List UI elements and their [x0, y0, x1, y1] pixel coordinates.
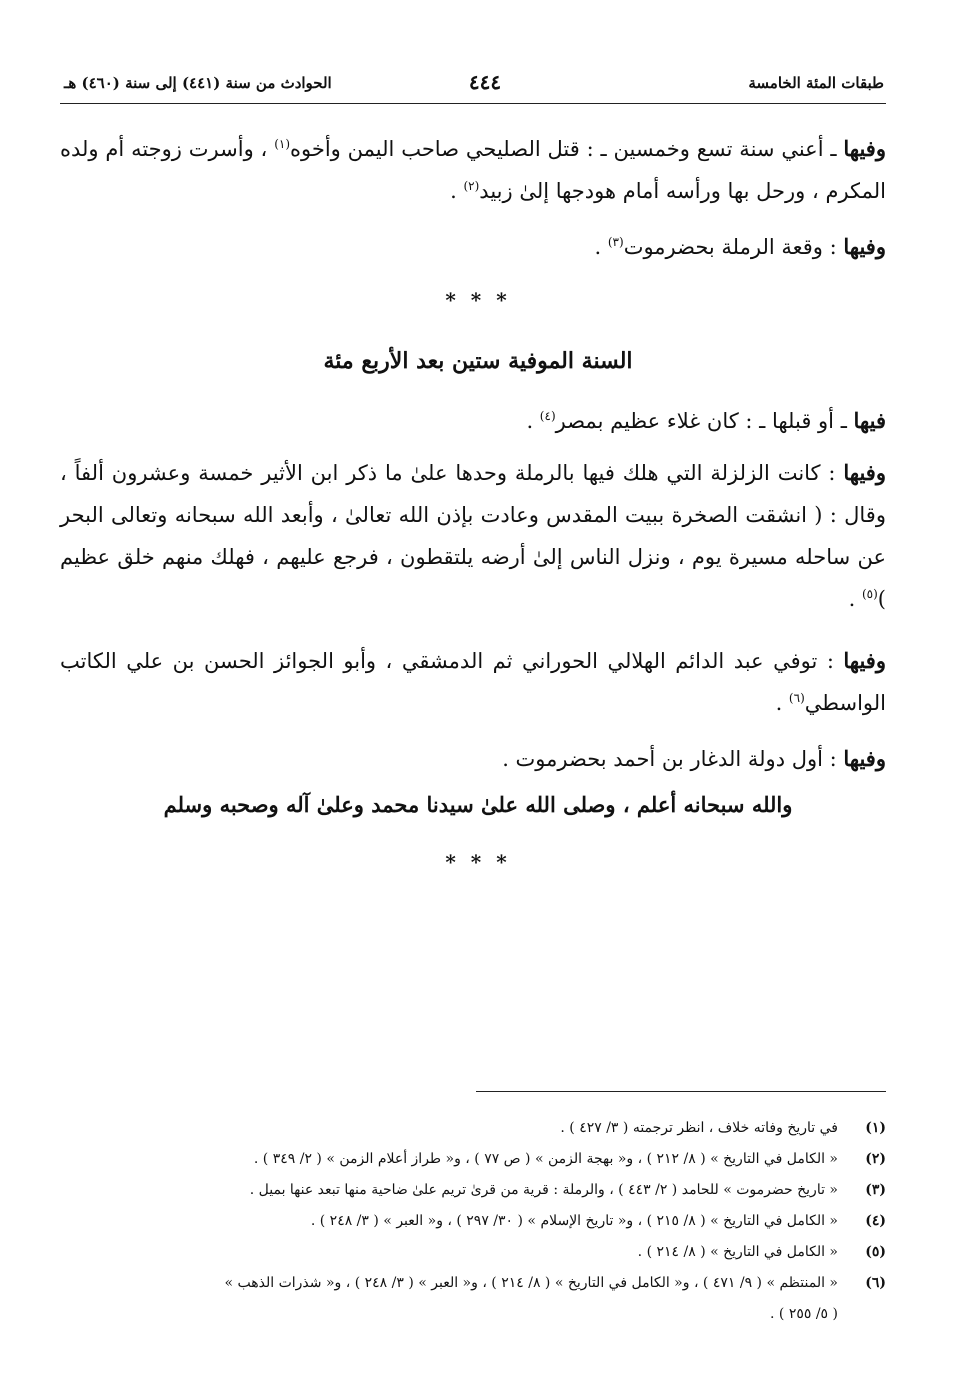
footnotes [60, 1113, 886, 1330]
paragraph-text: ، وأسرت زوجته أم ولده المكرم ، ورحل بها ورأسه أمام هودجها إلىٰ زبيد [60, 137, 886, 203]
paragraph-text: . [526, 409, 540, 433]
footnote-number: (٥) [865, 1244, 886, 1260]
footnote-4 [60, 1206, 886, 1237]
running-header-book-title: طبقات المئة الخامسة [748, 74, 884, 92]
paragraph-text: : كانت الزلزلة التي هلك فيها بالرملة وحدها علىٰ ما ذكر ابن الأثير خمسة وعشرون ألفاً ، وقال : ( انشقت الصخرة ببيت المقدس وعادت بإذن الله تعالىٰ ، وأبعد الله سبحانه وتعالى البحر عن ساحله مسيرة يوم ، ونزل الناس إلىٰ أرضه يلتقطون ، فرجع عليهم ، فهلك منهم خلق عظيم ) [60, 461, 886, 611]
year-paragraph-3 [60, 640, 886, 724]
paragraph-label: وفيها [843, 746, 886, 771]
footnote-ref-1[interactable]: (١) [274, 137, 291, 151]
footnote-6-continuation: ( ٥/ ٢٥٥ ) . [770, 1306, 838, 1322]
paragraph-label: وفيها [843, 234, 886, 259]
header-rule [60, 103, 886, 104]
paragraph-2 [60, 226, 886, 268]
footnote-rule [476, 1091, 886, 1092]
paragraph-label: وفيها [843, 136, 886, 161]
paragraph-text: . [594, 235, 608, 259]
section-separator: * * * [445, 288, 511, 312]
footnote-ref-2[interactable]: (٢) [463, 179, 480, 193]
year-heading: السنة الموفية ستين بعد الأربع مئة [323, 348, 633, 374]
paragraph-text: . [450, 179, 464, 203]
footnote-5 [60, 1237, 886, 1268]
paragraph-text: : أول دولة الدغار بن أحمد بحضرموت . [502, 747, 844, 771]
year-paragraph-1 [60, 400, 886, 442]
paragraph-label: فيها [853, 408, 886, 433]
footnote-text: « الكامل في التاريخ » ( ٨/ ٢١٥ ) ، و« تاريخ الإسلام » ( ٣٠/ ٢٩٧ ) ، و« العبر » ( ٣/ ٢٤٨ ) . [310, 1213, 838, 1229]
footnote-6 [60, 1268, 886, 1299]
paragraph-text: : توفي عبد الدائم الهلالي الحوراني ثم الدمشقي ، وأبو الجوائز الحسن بن علي الكاتب الواسطي [60, 649, 886, 715]
paragraph-text: ـ أو قبلها ـ : كان غلاء عظيم بمصر [555, 409, 854, 433]
page-number: ٤٤٤ [468, 70, 502, 94]
footnote-ref-3[interactable]: (٣) [607, 235, 624, 249]
paragraph-text: : وقعة الرملة بحضرموت [623, 235, 844, 259]
footnote-text: في تاريخ وفاته خلاف ، انظر ترجمته ( ٣/ ٤٢٧ ) . [560, 1120, 838, 1136]
footnote-ref-5[interactable]: (٥) [861, 587, 878, 601]
year-paragraph-4 [60, 738, 886, 780]
year-paragraph-2 [60, 452, 886, 620]
paragraph-label: وفيها [843, 460, 886, 485]
closing-prayer: والله سبحانه أعلم ، وصلى الله علىٰ سيدنا محمد وعلىٰ آله وصحبه وسلم [163, 792, 793, 817]
footnote-text: « تاريخ حضرموت » للحامد ( ٢/ ٤٤٣ ) ، والرملة : قرية من قرىٰ تريم علىٰ ضاحية منها تبعد عنها بميل . [249, 1182, 838, 1198]
paragraph-label: وفيها [843, 648, 886, 673]
footnote-number: (٢) [865, 1151, 886, 1167]
footnote-2 [60, 1144, 886, 1175]
footnote-number: (٣) [865, 1182, 886, 1198]
footnote-number: (١) [865, 1120, 886, 1136]
paragraph-text: ـ أعني سنة تسع وخمسين ـ : قتل الصليحي صاحب اليمن وأخوه [290, 137, 844, 161]
footnote-number: (٤) [865, 1213, 886, 1229]
footnote-3 [60, 1175, 886, 1206]
paragraph-text: . [775, 691, 789, 715]
footnote-text: « المنتظم » ( ٩/ ٤٧١ ) ، و« الكامل في التاريخ » ( ٨/ ٢١٤ ) ، و« العبر » ( ٣/ ٢٤٨ ) ، و« شذرات الذهب » [224, 1275, 838, 1291]
footnote-text: « الكامل في التاريخ » ( ٨/ ٢١٤ ) . [637, 1244, 838, 1260]
footnote-ref-6[interactable]: (٦) [788, 691, 805, 705]
end-separator: * * * [445, 850, 511, 874]
paragraph-text: . [848, 587, 862, 611]
footnote-number: (٦) [865, 1275, 886, 1291]
footnote-1 [60, 1113, 886, 1144]
paragraph-1 [60, 128, 886, 212]
footnote-ref-4[interactable]: (٤) [539, 409, 556, 423]
running-header-section-title: الحوادث من سنة (٤٤١) إلى سنة (٤٦٠) هـ [64, 74, 332, 92]
footnote-text: « الكامل في التاريخ » ( ٨/ ٢١٢ ) ، و« بهجة الزمن » ( ص ٧٧ ) ، و« طراز أعلام الزمن » ( ٢/ ٣٤٩ ) . [253, 1151, 838, 1167]
